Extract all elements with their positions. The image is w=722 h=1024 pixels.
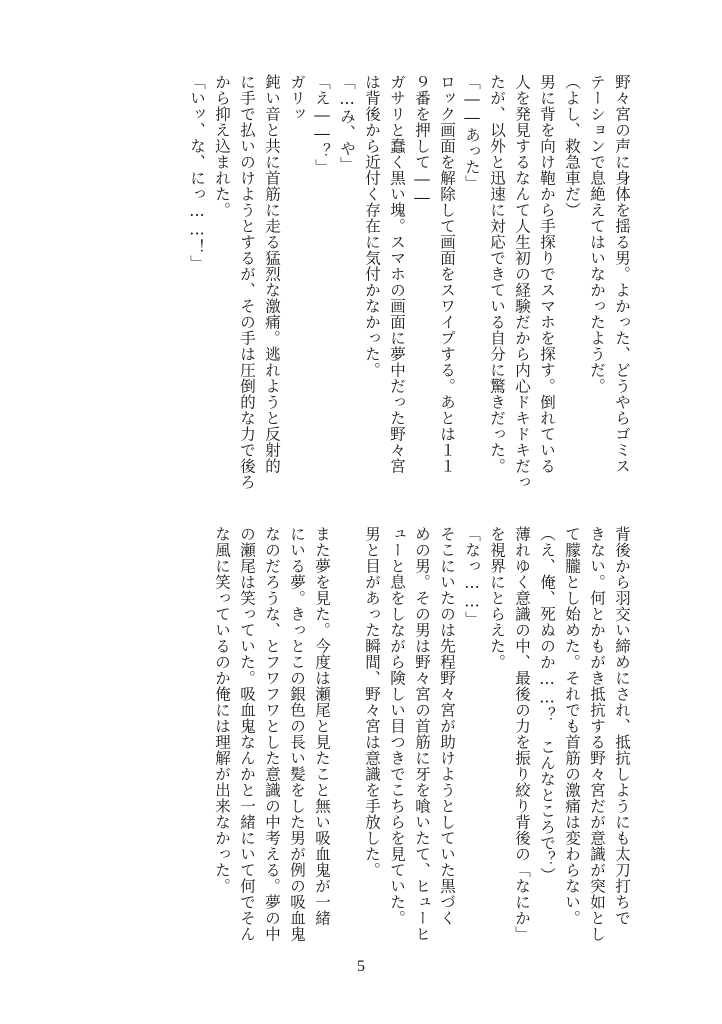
text-line: なのだろうな、とフワフワとした意識の中考える。夢の中	[263, 526, 281, 942]
text-line: ロック画面を解除して画面をスワイプする。あとは１１	[438, 74, 456, 474]
text-line: の瀬尾は笑っていた。吸血鬼なんかと一緒にいて何でそん	[238, 526, 256, 942]
text-line: 「…み、や」	[338, 74, 356, 173]
text-line: 野々宮の声に身体を揺る男。よかった、どうやらゴミス	[613, 74, 631, 474]
text-line: ューと息をしながら険しい目つきでこちらを見ていた。	[388, 526, 406, 926]
text-line: テーションで息絶えてはいなかったようだ。	[588, 74, 606, 394]
text-line: きない。何とかもがき抵抗する野々宮だが意識が突如とし	[588, 526, 606, 942]
blank-line	[334, 526, 359, 956]
text-line: 「なっ……」	[463, 526, 481, 627]
text-line: （よし、救急車だ）	[563, 74, 581, 218]
text-line: たが、以外と迅速に対応できている自分に驚きだった。	[488, 74, 506, 474]
text-line: に手で払いのけようとするが、その手は圧倒的な力で後ろ	[238, 74, 256, 490]
text-line: 背後から羽交い締めにされ、抵抗しようにも太刀打ちで	[613, 526, 631, 926]
text-line: な風に笑っているのか俺には理解が出来なかった。	[213, 526, 231, 894]
text-line: 「――あった」	[463, 74, 481, 191]
text-line: 鈍い音と共に首筋に走る猛烈な激痛。逃れようと反射的	[263, 74, 281, 474]
text-line: めの男。その男は野々宮の首筋に牙を喰いたて、ヒューヒ	[413, 526, 431, 942]
text-line: 男と目があった瞬間、野々宮は意識を手放した。	[363, 526, 381, 878]
text-line: から抑え込まれた。	[213, 74, 231, 218]
bottom-text-block	[209, 526, 634, 956]
text-line: 薄れゆく意識の中、最後の力を振り絞り背後の「なにか」	[513, 526, 531, 942]
text-line: 「え――？」	[313, 74, 331, 175]
text-line: ガサリと蠢く黒い塊。スマホの画面に夢中だった野々宮	[388, 74, 406, 474]
text-line: ９番を押して――	[413, 74, 431, 207]
text-line: 人を発見するなんて人生初の経験だから内心ドキドキだっ	[513, 74, 531, 490]
top-text-block	[184, 74, 634, 504]
text-line: そこにいたのは先程野々宮が助けようとしていた黒づく	[438, 526, 456, 926]
text-line: にいる夢。きっとこの銀色の長い髪をした男が例の吸血鬼	[288, 526, 306, 942]
text-line: て朦朧とし始めた。それでも首筋の激痛は変わらない。	[563, 526, 581, 926]
text-line: ガリッ	[288, 74, 306, 122]
text-line: 男に背を向け鞄から手探りでスマホを探す。倒れている	[538, 74, 556, 474]
text-line: 「いッ、な、にっ……！」	[188, 74, 206, 271]
text-line: （え、俺、死ぬのか……？ こんなところで？）	[538, 526, 556, 883]
text-line: また夢を見た。今度は瀬尾と見たこと無い吸血鬼が一緒	[313, 526, 331, 926]
text-line: は背後から近付く存在に気付かなかった。	[363, 74, 381, 378]
text-line: を視界にとらえた。	[488, 526, 506, 670]
page-number: 5	[357, 958, 365, 975]
